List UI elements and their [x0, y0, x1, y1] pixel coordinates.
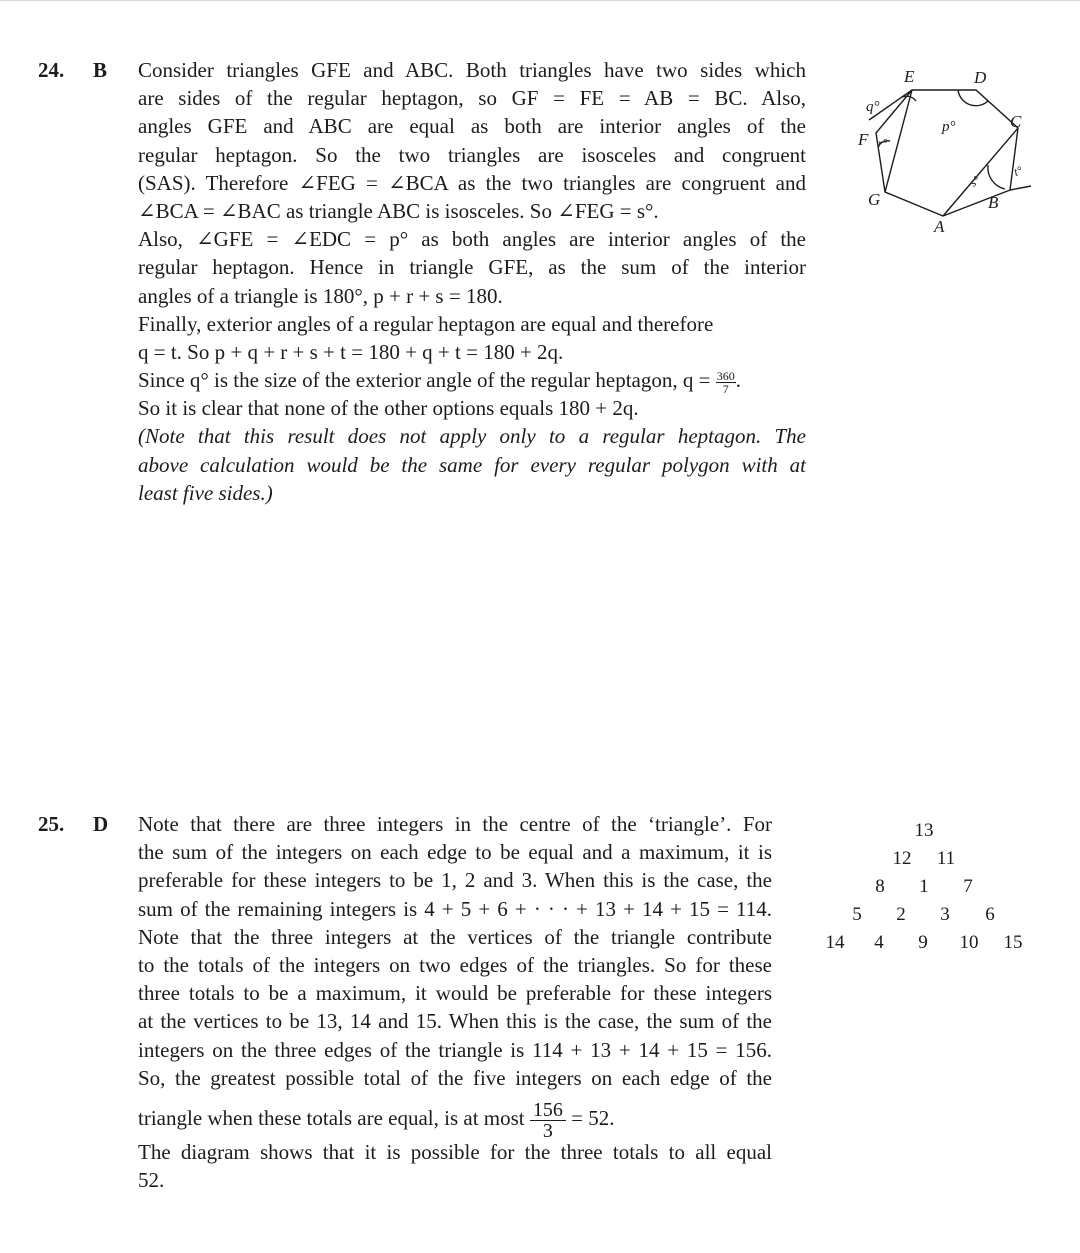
triangle-number: 3 — [940, 904, 950, 925]
fraction-denominator: 7 — [722, 381, 729, 396]
solution-line: Also, ∠GFE = ∠EDC = p° as both angles are interior angles of the — [138, 227, 806, 252]
solution-line: Since q° is the size of the exterior angle of the regular heptagon, q = — [138, 368, 716, 393]
vertex-label-E: E — [904, 67, 915, 86]
fraction-tail: = 52. — [565, 1105, 615, 1130]
solution-line: angles GFE and ABC are equal as both are interior angles of the — [138, 114, 806, 139]
solution-line: Finally, exterior angles of a regular heptagon are equal and therefore — [138, 311, 714, 336]
vertex-label-C: C — [1010, 112, 1022, 131]
solution-line: the sum of the integers on each edge to be equal and a maximum, it is — [138, 840, 772, 865]
question-25-answer: D — [93, 812, 109, 836]
fraction-156-over-3 — [530, 1100, 566, 1141]
angle-label-p: p° — [942, 119, 956, 135]
fraction-numerator: 156 — [530, 1100, 566, 1121]
triangle-number: 8 — [875, 876, 885, 897]
triangle-number: 9 — [918, 932, 928, 953]
solution-line: triangle when these totals are equal, is at most — [138, 1105, 530, 1130]
triangle-number: 10 — [959, 932, 979, 953]
question-24-answer: B — [93, 58, 108, 82]
question-24-solution — [138, 56, 806, 507]
fraction-numerator: 360 — [716, 368, 735, 383]
solution-line-with-fraction — [138, 366, 806, 394]
extension-line-B — [1010, 186, 1031, 190]
solution-line: angles of a triangle is 180°, p + r + s = 180. — [138, 283, 503, 308]
triangle-number: 2 — [896, 904, 906, 925]
solution-line: preferable for these integers to be 1, 2 and 3. When this is the case, the — [138, 868, 772, 893]
question-25-number: 25. — [38, 812, 65, 836]
heptagon-diagram — [840, 55, 1060, 250]
solution-line: So it is clear that none of the other options equals 180 + 2q. — [138, 396, 639, 421]
solution-line-with-fraction — [138, 1092, 772, 1142]
angle-label-s: s° — [966, 172, 983, 190]
solution-note-line: least five sides.) — [138, 480, 273, 505]
solution-line: The diagram shows that it is possible for the three totals to all equal — [138, 1139, 772, 1164]
triangle-number: 14 — [825, 932, 845, 953]
triangle-number: 1 — [919, 876, 929, 897]
triangle-number: 5 — [852, 904, 862, 925]
solution-line: are sides of the regular heptagon, so GF = FE = AB = BC. Also, — [138, 86, 806, 111]
vertex-label-B: B — [988, 193, 999, 212]
solution-line: So, the greatest possible total of the five integers on each edge of the — [138, 1065, 772, 1090]
solution-line: regular heptagon. So the two triangles are isosceles and congruent — [138, 142, 806, 167]
solution-line: to the totals of the integers on two edges of the triangles. So for these — [138, 952, 772, 977]
angle-label-q: q° — [866, 99, 880, 115]
vertex-label-A: A — [934, 217, 945, 236]
top-border — [0, 0, 1080, 1]
solution-line: Note that the three integers at the vertices of the triangle contribute — [138, 924, 772, 949]
angle-label-t: t° — [1011, 163, 1025, 179]
angle-arc-p — [958, 90, 988, 106]
triangle-number: 15 — [1003, 932, 1023, 953]
fraction-denominator: 3 — [542, 1119, 553, 1142]
fraction-360-over-7 — [716, 370, 736, 395]
triangle-number: 7 — [963, 876, 973, 897]
vertex-label-G: G — [868, 190, 881, 209]
fraction-tail: . — [735, 368, 741, 393]
angle-label-r: r° — [878, 136, 888, 150]
solution-line: integers on the three edges of the triangle is 114 + 13 + 14 + 15 = 156. — [138, 1037, 772, 1062]
triangle-number: 4 — [874, 932, 884, 953]
solution-line: (SAS). Therefore ∠FEG = ∠BCA as the two triangles are congruent and — [138, 170, 806, 195]
triangle-number: 12 — [892, 848, 912, 869]
solution-note-line: (Note that this result does not apply only to a regular heptagon. The — [138, 424, 806, 449]
question-24-number: 24. — [38, 58, 65, 82]
solution-line: sum of the remaining integers is 4 + 5 + 6 + · · · + 13 + 14 + 15 = 114. — [138, 896, 772, 921]
solution-line: 52. — [138, 1168, 165, 1193]
vertex-label-F: F — [858, 130, 869, 149]
angle-arc-s — [988, 165, 1005, 189]
solution-line: three totals to be a maximum, it would be preferable for these integers — [138, 981, 772, 1006]
triangle-number: 6 — [985, 904, 995, 925]
vertex-label-D: D — [974, 68, 987, 87]
solution-line: q = t. So p + q + r + s + t = 180 + q + t = 180 + 2q. — [138, 339, 564, 364]
question-25-solution — [138, 810, 772, 1194]
solution-line: Note that there are three integers in the centre of the ‘triangle’. For — [138, 812, 772, 836]
segment-CA — [943, 128, 1018, 216]
solution-line: ∠BCA = ∠BAC as triangle ABC is isosceles. So ∠FEG = s°. — [138, 198, 659, 223]
solution-line: regular heptagon. Hence in triangle GFE, as the sum of the interior — [138, 255, 806, 280]
triangle-number: 11 — [936, 848, 956, 869]
solution-line: Consider triangles GFE and ABC. Both triangles have two sides which — [138, 58, 806, 82]
solution-line: at the vertices to be 13, 14 and 15. When this is the case, the sum of the — [138, 1009, 772, 1034]
solution-note-line: above calculation would be the same for every regular polygon with at — [138, 452, 806, 477]
triangle-number: 13 — [914, 820, 934, 841]
